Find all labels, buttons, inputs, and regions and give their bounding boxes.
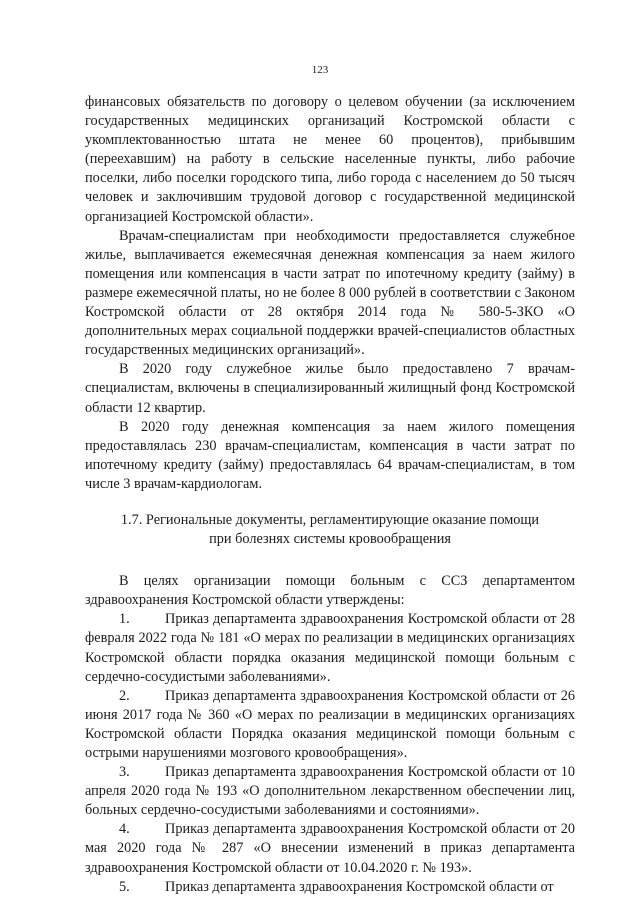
paragraph: В 2020 году служебное жилье было предоставлено 7 врачам-специалистам, включены в специализированный жилищный фонд Костромской области 12 квартир. [85,361,575,416]
paragraph: финансовых обязательств по договору о целевом обучении (за исключением государственных медицинских организаций Костромской области с укомплектованностью штата не менее 60 процентов), прибывшим (переехавшим) на работу в сельские населенные пункты, либо рабочие поселки, либо поселки городского типа, либо города с населением до 50 тысяч человек и заключившим трудовой договор с государственной медицинской организацией Костромской области». [85,94,575,225]
list-item [85,820,575,877]
list-item-number: 1. [119,611,130,628]
page-number: 123 [311,64,329,76]
list-item-text: Приказ департамента здравоохранения Костромской области от 28 февраля 2022 года № 181 «О мерах по реализации в медицинских организациях Костромской области порядка оказания медицинской помощи больным с сердечно-сосудистыми заболеваниями». [85,611,575,685]
list-item [85,687,575,763]
section-heading [85,511,575,549]
section-heading-line: 1.7. Региональные документы, регламентирующие оказание помощи [120,511,540,528]
list-item-text: Приказ департамента здравоохранения Костромской области от 26 июня 2017 года № 360 «О мерах по реализации в медицинских организациях Костромской области Порядка оказания медицинской помощи больным с острыми нарушениями мозгового кровообращения». [85,687,575,761]
list-item-number: 4. [119,821,130,838]
list-item [85,763,575,820]
list-item-number: 5. [119,878,130,895]
list-item-number: 3. [119,764,130,781]
list-item [85,878,575,897]
section-heading-line: при болезнях системы кровообращения [209,531,451,548]
list-item-number: 2. [119,687,130,704]
paragraph: В 2020 году денежная компенсация за наем жилого помещения предоставлялась 230 врачам-специалистам, компенсация в части затрат по ипотечному кредиту (займу) предоставлялась 64 врачам-специалистам, в том числе 3 врачам-кардиологам. [85,418,575,492]
list-item [85,610,575,686]
list-item-text: Приказ департамента здравоохранения Костромской области от [165,878,554,895]
paragraph: Врачам-специалистам при необходимости предоставляется служебное жилье, выплачивается ежемесячная денежная компенсация за наем жилого помещения или компенсация в части затрат по ипотечному кредиту (займу) в размере ежемесячной платы, но не более 8 000 рублей в соответствии с Законом Костромской области от 28 октября 2014 года № 580-5-ЗКО «О дополнительных мерах социальной поддержки врачей-специалистов областных государственных медицинских организаций». [85,227,575,359]
intro-paragraph: В целях организации помощи больным с ССЗ департаментом здравоохранения Костромской области утверждены: [85,573,575,609]
list-item-text: Приказ департамента здравоохранения Костромской области от 20 мая 2020 года № 287 «О внесении изменений в приказ департамента здравоохранения Костромской области от 10.04.2020 г. № 193». [85,821,575,876]
list-item-text: Приказ департамента здравоохранения Костромской области от 10 апреля 2020 года № 193 «О дополнительном лекарственном обеспечении лиц, больных сердечно-сосудистыми заболеваниями и состояниями». [85,764,575,819]
document-body [85,93,575,897]
